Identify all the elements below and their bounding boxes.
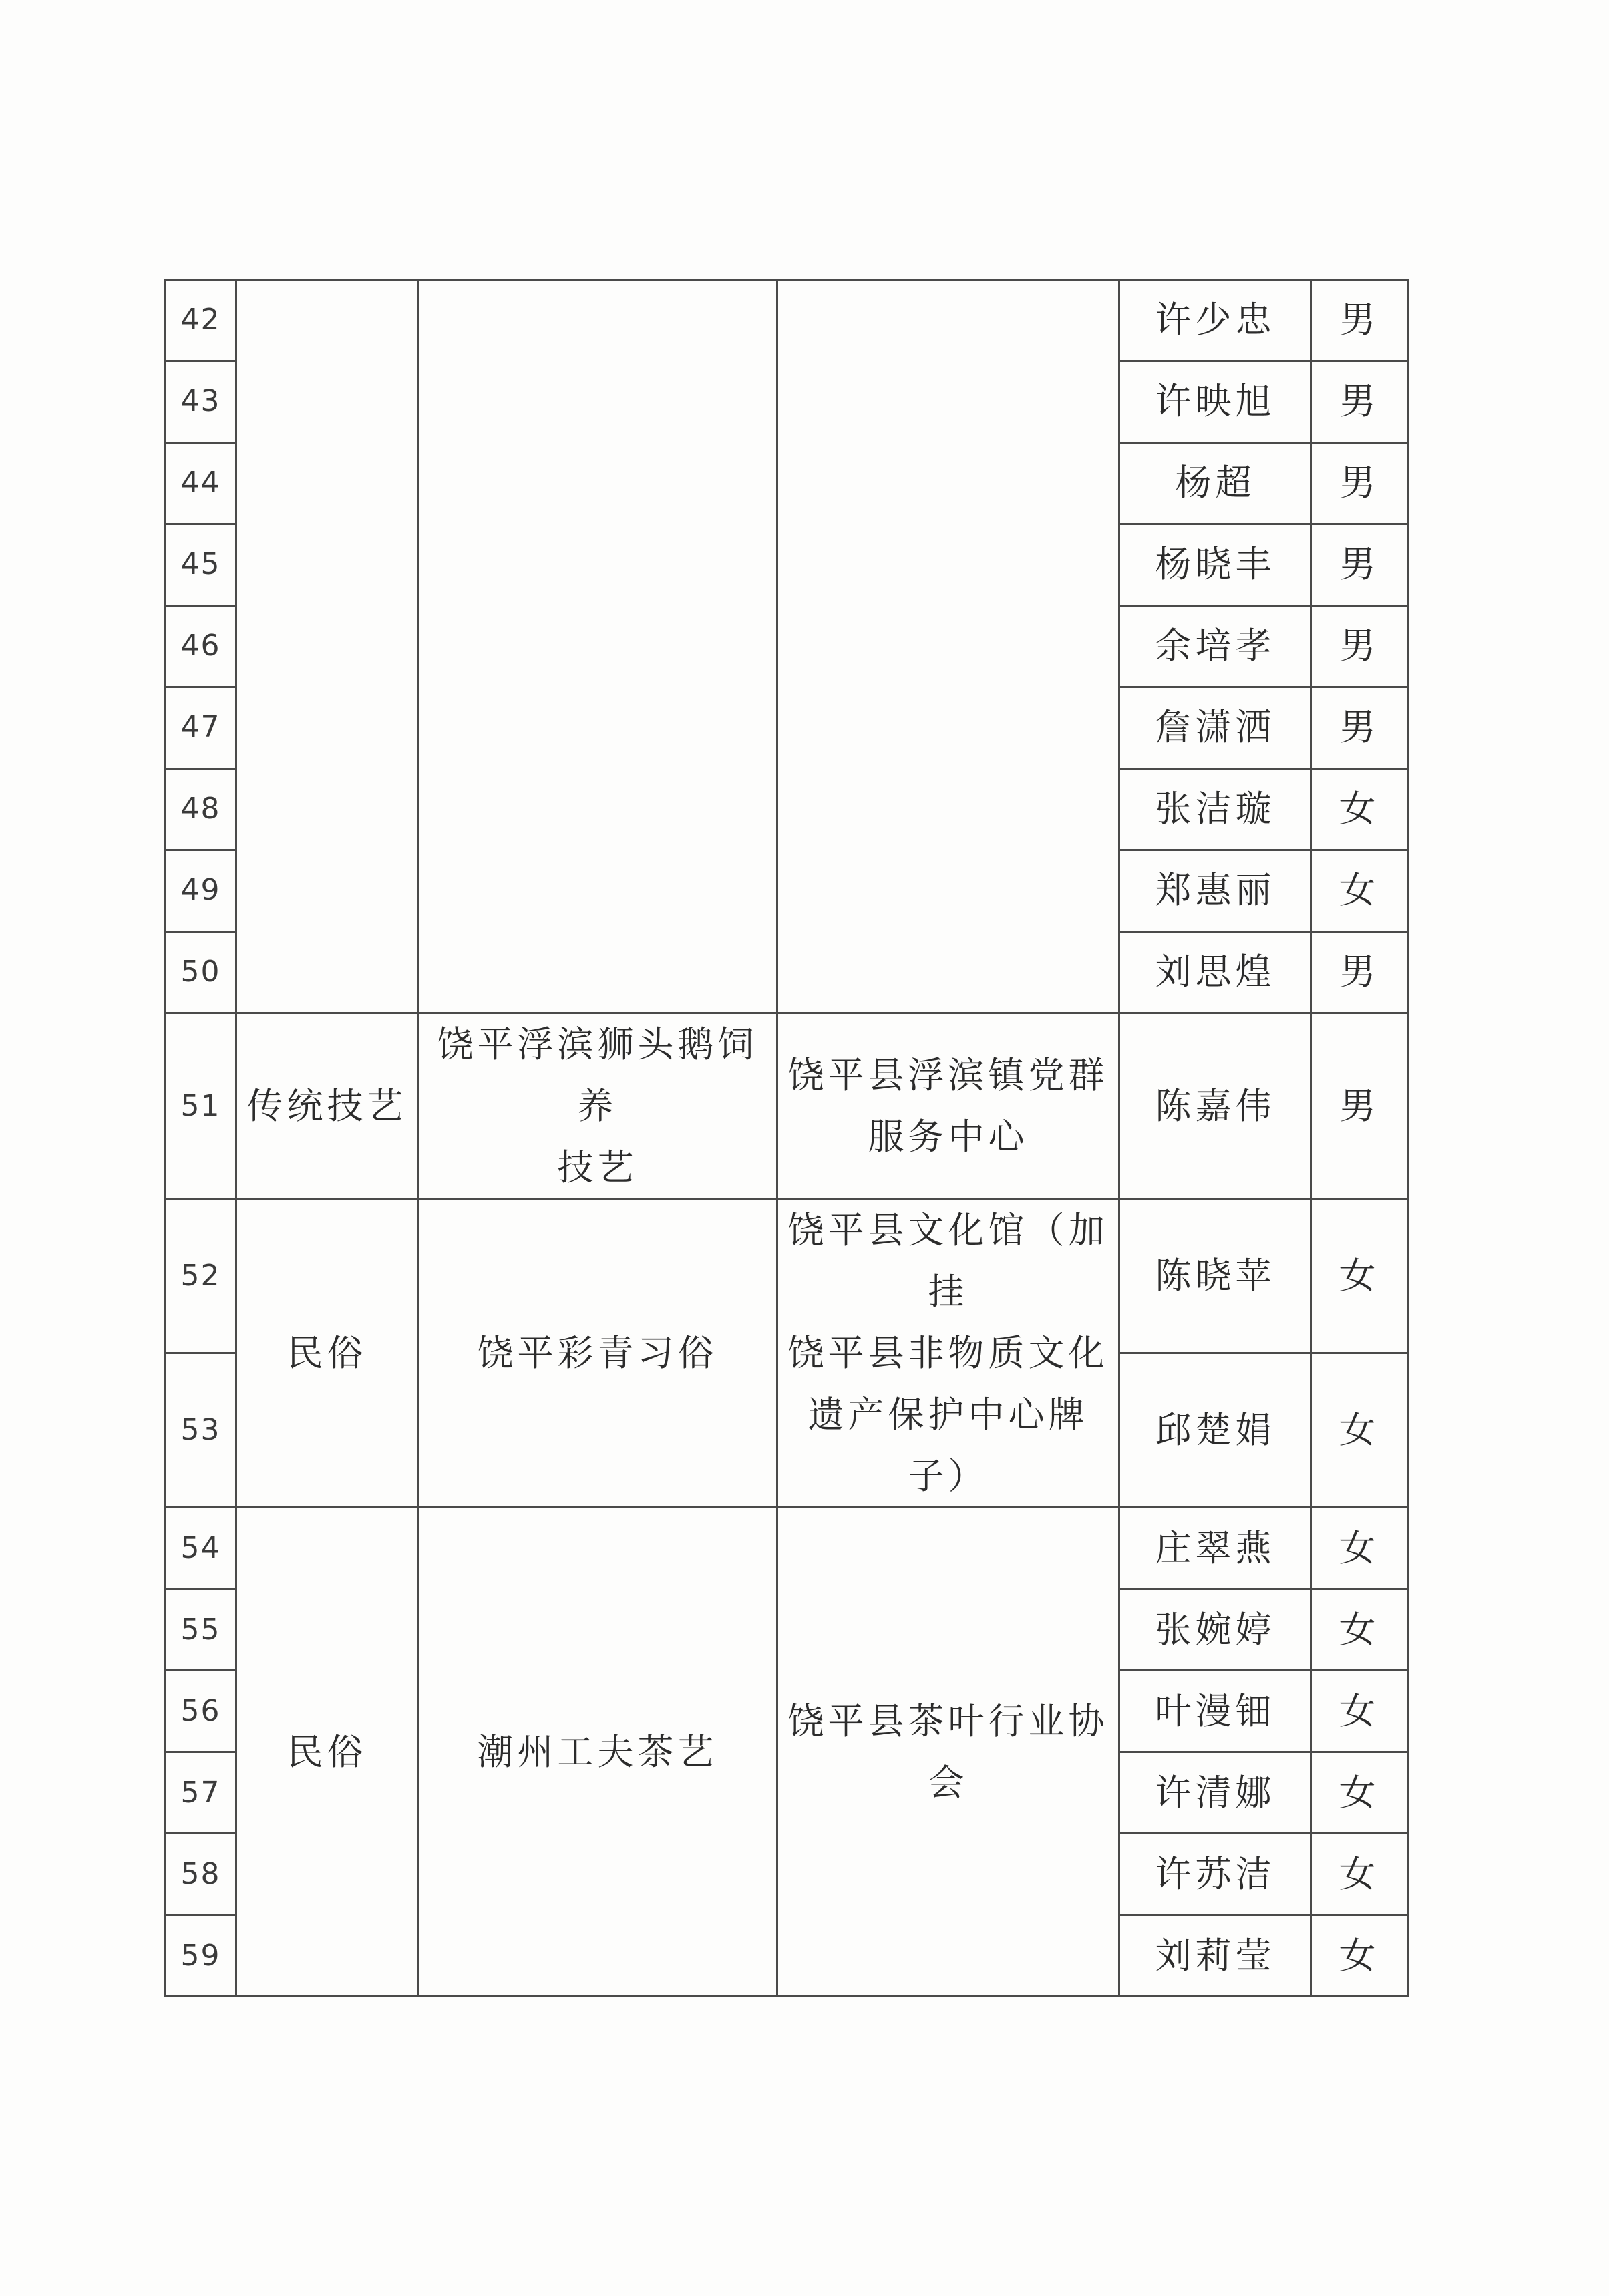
unit-line: 饶平县非物质文化	[787, 1331, 1109, 1374]
name-cell: 邱楚娟	[1119, 1353, 1312, 1508]
unit-line: 饶平县文化馆（加挂	[787, 1209, 1109, 1313]
row-number: 59	[166, 1915, 236, 1997]
category-cell	[236, 280, 418, 1013]
category-cell: 传统技艺	[236, 1013, 418, 1199]
row-number: 42	[166, 280, 236, 361]
table-row	[166, 280, 1408, 361]
gender-cell: 女	[1312, 1752, 1408, 1834]
gender-cell: 女	[1312, 1199, 1408, 1353]
table-row	[166, 1013, 1408, 1199]
unit-line: 会	[928, 1761, 968, 1804]
unit-cell	[777, 280, 1119, 1013]
name-cell: 郑惠丽	[1119, 850, 1312, 932]
row-number: 49	[166, 850, 236, 932]
gender-cell: 男	[1312, 361, 1408, 443]
project-cell: 潮州工夫茶艺	[418, 1508, 777, 1997]
gender-cell: 女	[1312, 1353, 1408, 1508]
unit-line: 服务中心	[868, 1115, 1029, 1158]
row-number: 44	[166, 443, 236, 524]
gender-cell: 女	[1312, 1589, 1408, 1671]
gender-cell: 男	[1312, 1013, 1408, 1199]
project-line: 技艺	[557, 1146, 638, 1188]
category-cell: 民俗	[236, 1199, 418, 1508]
row-number: 50	[166, 932, 236, 1013]
unit-cell	[777, 1508, 1119, 1997]
row-number: 47	[166, 687, 236, 769]
name-cell: 杨晓丰	[1119, 524, 1312, 606]
row-number: 51	[166, 1013, 236, 1199]
gender-cell: 女	[1312, 1915, 1408, 1997]
table-row	[166, 1199, 1408, 1353]
row-number: 57	[166, 1752, 236, 1834]
name-cell: 陈晓苹	[1119, 1199, 1312, 1353]
row-number: 53	[166, 1353, 236, 1508]
project-cell	[418, 280, 777, 1013]
row-number: 48	[166, 769, 236, 850]
row-number: 52	[166, 1199, 236, 1353]
project-cell: 饶平彩青习俗	[418, 1199, 777, 1508]
table-row	[166, 1508, 1408, 1589]
name-cell: 詹潇洒	[1119, 687, 1312, 769]
gender-cell: 女	[1312, 850, 1408, 932]
row-number: 54	[166, 1508, 236, 1589]
unit-line: 饶平县茶叶行业协	[787, 1700, 1109, 1743]
category-cell: 民俗	[236, 1508, 418, 1997]
unit-line: 遗产保护中心牌子）	[808, 1393, 1089, 1497]
name-cell: 许苏洁	[1119, 1834, 1312, 1915]
name-cell: 余培孝	[1119, 606, 1312, 687]
row-number: 46	[166, 606, 236, 687]
gender-cell: 男	[1312, 932, 1408, 1013]
gender-cell: 女	[1312, 769, 1408, 850]
gender-cell: 女	[1312, 1508, 1408, 1589]
row-number: 56	[166, 1671, 236, 1752]
name-cell: 刘莉莹	[1119, 1915, 1312, 1997]
gender-cell: 男	[1312, 606, 1408, 687]
unit-line: 饶平县浮滨镇党群	[787, 1053, 1109, 1096]
gender-cell: 女	[1312, 1834, 1408, 1915]
name-cell: 张洁璇	[1119, 769, 1312, 850]
project-cell	[418, 1013, 777, 1199]
name-cell: 许映旭	[1119, 361, 1312, 443]
name-cell: 叶漫钿	[1119, 1671, 1312, 1752]
name-cell: 许少忠	[1119, 280, 1312, 361]
unit-cell	[777, 1013, 1119, 1199]
gender-cell: 男	[1312, 524, 1408, 606]
row-number: 45	[166, 524, 236, 606]
gender-cell: 男	[1312, 687, 1408, 769]
row-number: 55	[166, 1589, 236, 1671]
gender-cell: 男	[1312, 280, 1408, 361]
gender-cell: 女	[1312, 1671, 1408, 1752]
row-number: 58	[166, 1834, 236, 1915]
name-cell: 杨超	[1119, 443, 1312, 524]
unit-cell	[777, 1199, 1119, 1508]
name-cell: 庄翠燕	[1119, 1508, 1312, 1589]
name-cell: 陈嘉伟	[1119, 1013, 1312, 1199]
name-cell: 许清娜	[1119, 1752, 1312, 1834]
project-line: 饶平浮滨狮头鹅饲养	[437, 1023, 758, 1127]
row-number: 43	[166, 361, 236, 443]
name-cell: 刘思煌	[1119, 932, 1312, 1013]
gender-cell: 男	[1312, 443, 1408, 524]
name-cell: 张婉婷	[1119, 1589, 1312, 1671]
inheritor-table	[164, 279, 1409, 1997]
